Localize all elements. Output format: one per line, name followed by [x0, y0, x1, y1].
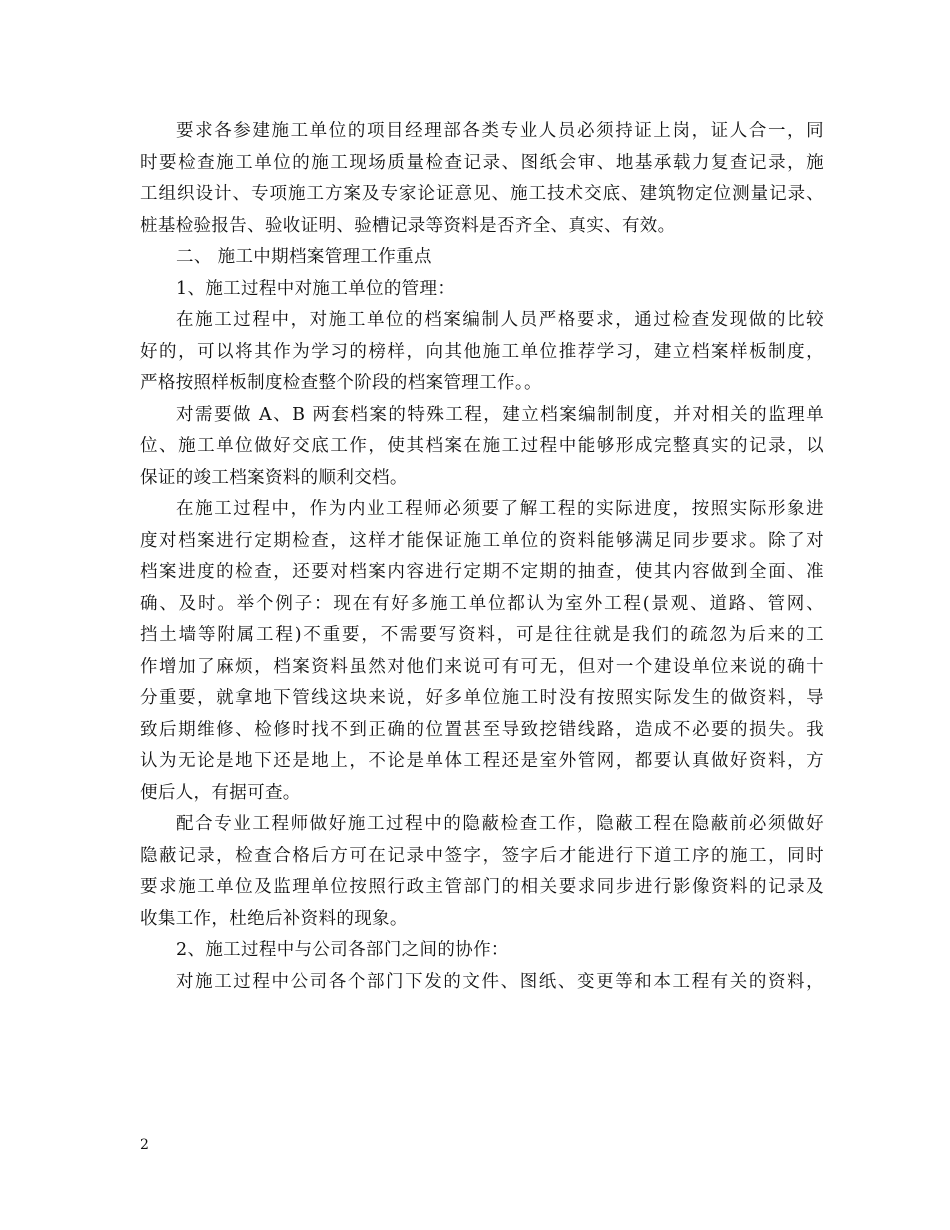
text-line: 认为无论是地下还是地上，不论是单体工程还是室外管网，都要认真做好资料，方 — [140, 751, 824, 771]
text-line: 度对档案进行定期检查，这样才能保证施工单位的资料能够满足同步要求。除了对 — [140, 530, 824, 551]
text-line: 严格按照样板制度检查整个阶段的档案管理工作。。 — [140, 373, 542, 393]
text-line: 对施工过程中公司各个部门下发的文件、图纸、变更等和本工程有关的资料， — [176, 971, 824, 992]
text-line: 位、施工单位做好交底工作，使其档案在施工过程中能够形成完整真实的记录，以 — [140, 436, 824, 456]
text-line: 分重要，就拿地下管线这块来说，好多单位施工时没有按照实际发生的做资料，导 — [140, 688, 824, 708]
text-line: 配合专业工程师做好施工过程中的隐蔽检查工作，隐蔽工程在隐蔽前必须做好 — [176, 814, 824, 834]
text-line: 隐蔽记录，检查合格后方可在记录中签字，签字后才能进行下道工序的施工，同时 — [140, 845, 824, 866]
text-line: 1、施工过程中对施工单位的管理： — [176, 278, 456, 299]
text-line: 2、施工过程中与公司各部门之间的协作： — [176, 940, 509, 960]
text-line: 保证的竣工档案资料的顺利交档。 — [140, 467, 408, 488]
text-line: 好的，可以将其作为学习的榜样，向其他施工单位推荐学习，建立档案样板制度， — [140, 341, 824, 362]
text-line: 致后期维修、检修时找不到正确的位置甚至导致挖错线路，造成不必要的损失。我 — [140, 719, 824, 740]
text-line: 挡土墙等附属工程)不重要，不需要写资料，可是往往就是我们的疏忽为后来的工 — [140, 625, 824, 645]
page-number: 2 — [140, 1137, 149, 1153]
text-line: 收集工作，杜绝后补资料的现象。 — [140, 908, 408, 929]
text-line: 作增加了麻烦，档案资料虽然对他们来说可有可无，但对一个建设单位来说的确十 — [140, 656, 824, 677]
text-line: 工组织设计、专项施工方案及专家论证意见、施工技术交底、建筑物定位测量记录、 — [140, 184, 824, 204]
text-line: 时要检查施工单位的施工现场质量检查记录、图纸会审、地基承载力复查记录，施 — [140, 152, 824, 173]
text-line: 二、 施工中期档案管理工作重点 — [176, 247, 432, 267]
body-text — [140, 116, 824, 998]
text-line: 桩基检验报告、验收证明、验槽记录等资料是否齐全、真实、有效。 — [140, 215, 676, 236]
text-line: 在施工过程中，对施工单位的档案编制人员严格要求，通过检查发现做的比较 — [176, 310, 824, 330]
text-line: 要求各参建施工单位的项目经理部各类专业人员必须持证上岗，证人合一，同 — [176, 121, 824, 141]
text-line: 确、及时。举个例子：现在有好多施工单位都认为室外工程(景观、道路、管网、 — [140, 593, 824, 614]
text-line: 在施工过程中，作为内业工程师必须要了解工程的实际进度，按照实际形象进 — [176, 499, 824, 519]
text-line: 要求施工单位及监理单位按照行政主管部门的相关要求同步进行影像资料的记录及 — [140, 877, 824, 897]
text-line: 档案进度的检查，还要对档案内容进行定期不定期的抽查，使其内容做到全面、准 — [140, 562, 824, 582]
text-line: 对需要做 A、B 两套档案的特殊工程，建立档案编制制度，并对相关的监理单 — [176, 404, 824, 425]
text-line: 便后人，有据可查。 — [140, 782, 301, 803]
